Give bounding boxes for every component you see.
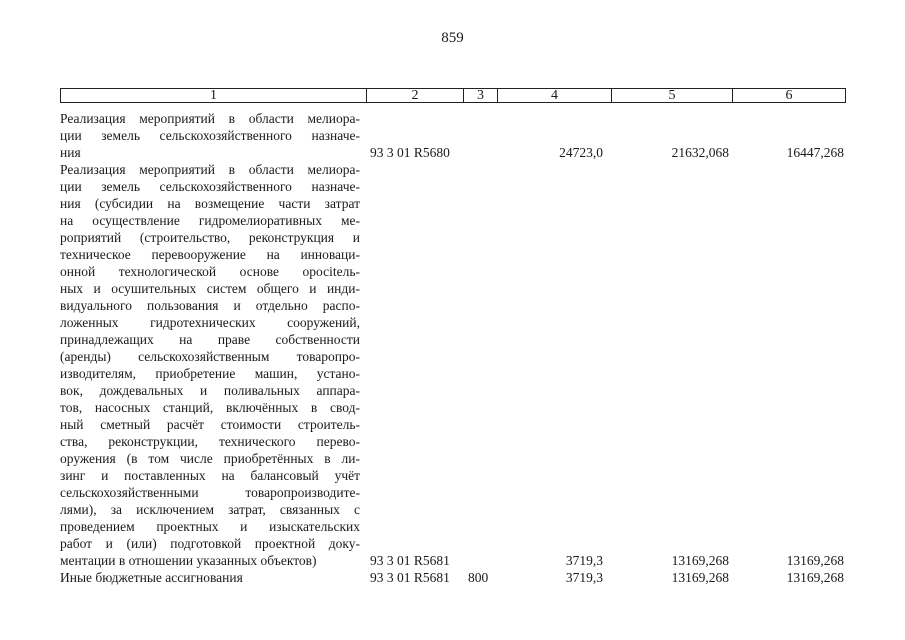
description-line: тов, насосных станций, включённых в свод-	[60, 400, 360, 415]
row-type: 800	[468, 570, 489, 585]
description-line: ных и осушительных систем общего и инди-	[60, 281, 360, 296]
table-row-description	[60, 110, 360, 161]
description-line: Реализация мероприятий в области мелиора-	[60, 111, 360, 126]
description-line: ции земель сельскохозяйственного назначе-	[60, 179, 360, 194]
header-col-5: 5	[612, 89, 733, 102]
page-number: 859	[441, 30, 464, 46]
description-line: на осуществление гидромелиоративных ме-	[60, 213, 360, 228]
header-col-1: 1	[61, 89, 367, 102]
description-line: ства, реконструкции, технического перево-	[60, 434, 360, 449]
description-line: ния (субсидии на возмещение части затрат	[60, 196, 360, 211]
description-line: онной технологической основе оросitель-	[60, 264, 360, 279]
description-line: ложенных гидротехнических сооружений,	[60, 315, 360, 330]
row-value-4: 3719,3	[565, 570, 603, 585]
description-line: ный сметный расчёт стоимости строитель-	[60, 417, 360, 432]
description-line: принадлежащих на праве собственности	[60, 332, 360, 347]
description-line: ментации в отношении указанных объектов)	[60, 553, 317, 568]
row-value-5: 13169,268	[671, 570, 729, 585]
header-col-2: 2	[367, 89, 464, 102]
description-line: зинг и поставленных на балансовый учёт	[60, 468, 360, 483]
description-line: работ и (или) подготовкой проектной доку-	[60, 536, 360, 551]
description-line: оружения (в том числе приобретённых в ли-	[60, 451, 360, 466]
row-code: 93 3 01 R5681	[370, 553, 450, 568]
description-line: видуального пользования и отдельно распо-	[60, 298, 360, 313]
row-value-4: 24723,0	[559, 145, 603, 160]
row-code: 93 3 01 R5680	[370, 145, 450, 160]
header-col-3: 3	[464, 89, 498, 102]
row-value-6: 16447,268	[786, 145, 844, 160]
row-value-5: 13169,268	[671, 553, 729, 568]
description-line: роприятий (строительство, реконструкция и	[60, 230, 360, 245]
row-value-5: 21632,068	[671, 145, 729, 160]
header-col-4: 4	[498, 89, 612, 102]
description-line: лями), за исключением затрат, связанных с	[60, 502, 360, 517]
description-line: вок, дождевальных и поливальных аппара-	[60, 383, 360, 398]
table-header	[60, 88, 846, 103]
description-line: сельскохозяйственными товаропроизводите-	[60, 485, 360, 500]
table-row-description	[60, 161, 360, 569]
table-row-description	[60, 569, 360, 586]
description-line: техническое перевооружение на инноваци-	[60, 247, 360, 262]
row-value-4: 3719,3	[565, 553, 603, 568]
description-line: проведением проектных и изыскательских	[60, 519, 360, 534]
row-value-6: 13169,268	[786, 570, 844, 585]
description-line: Реализация мероприятий в области мелиора-	[60, 162, 360, 177]
description-line: (аренды) сельскохозяйственным товаропро-	[60, 349, 360, 364]
description-line: изводителям, приобретение машин, устано-	[60, 366, 360, 381]
description-line: ния	[60, 145, 81, 160]
row-value-6: 13169,268	[786, 553, 844, 568]
description-line: ции земель сельскохозяйственного назначе-	[60, 128, 360, 143]
row-code: 93 3 01 R5681	[370, 570, 450, 585]
header-col-6: 6	[785, 88, 793, 103]
description-line: Иные бюджетные ассигнования	[60, 570, 243, 585]
